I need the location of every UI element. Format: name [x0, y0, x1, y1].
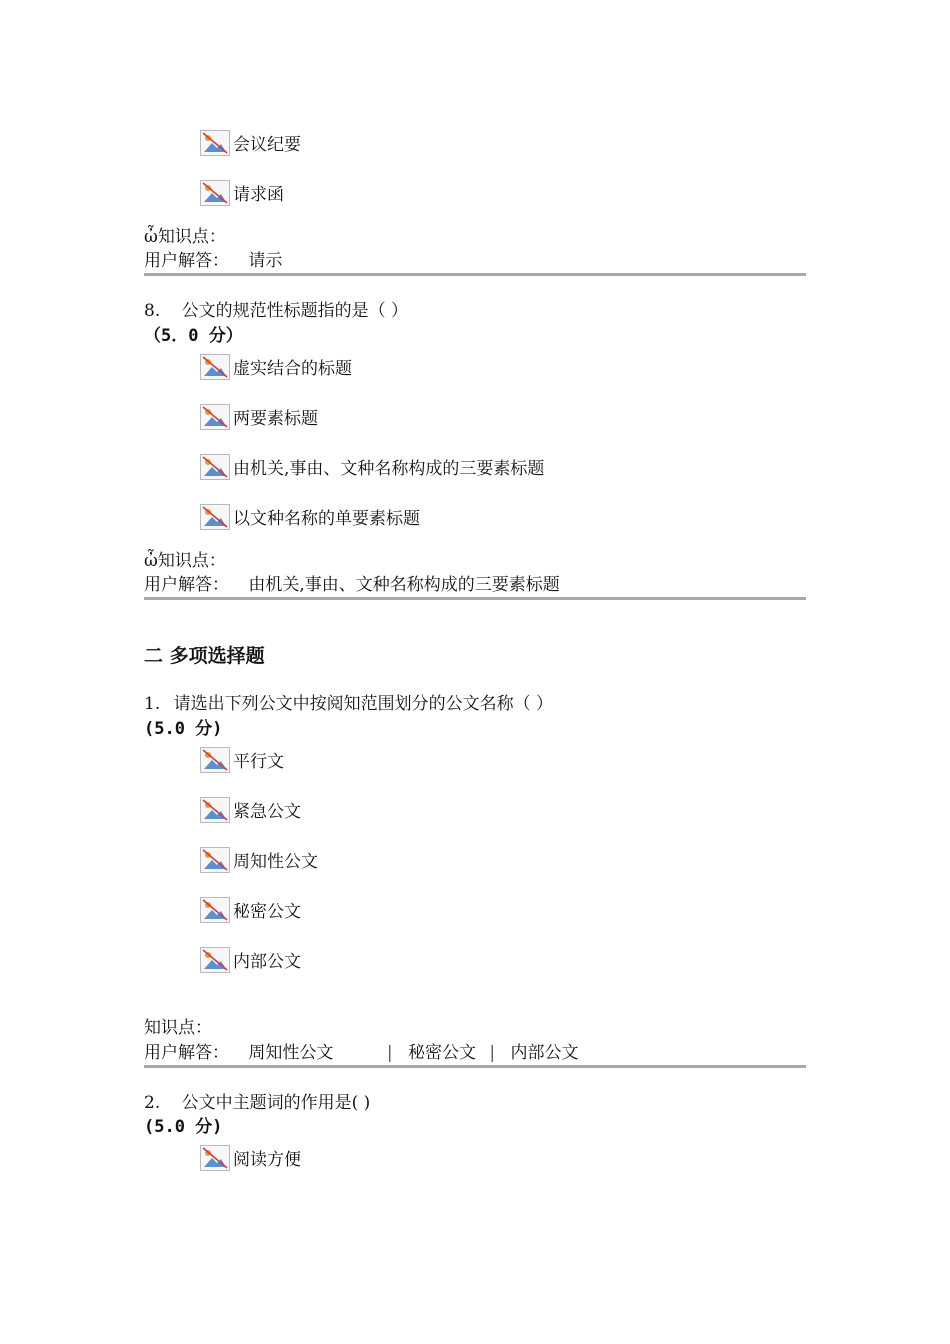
option-label: 由机关,事由、文种名称构成的三要素标题 — [233, 459, 545, 479]
broken-image-icon — [200, 354, 230, 380]
option-label: 紧急公文 — [233, 802, 301, 822]
divider — [144, 273, 806, 276]
option-item[interactable] — [200, 174, 284, 206]
question-title — [144, 693, 553, 715]
user-answer-label: 用户解答： — [144, 1043, 229, 1063]
broken-image-icon — [200, 947, 230, 973]
user-answer-row — [144, 574, 560, 596]
option-item[interactable] — [200, 398, 318, 430]
user-answer-row — [144, 1042, 579, 1064]
option-item[interactable] — [200, 741, 284, 773]
option-item[interactable] — [200, 448, 544, 480]
broken-image-icon — [200, 797, 230, 823]
user-answer-value: 秘密公文 — [407, 1043, 476, 1063]
question-text: 公文的规范性标题指的是（ ） — [181, 301, 409, 321]
user-answer-value: 周知性公文 — [248, 1043, 334, 1063]
broken-image-icon — [200, 504, 230, 530]
broken-image-icon — [200, 180, 230, 206]
knowledge-point-label: ὦ知识点： — [144, 227, 226, 247]
option-item[interactable] — [200, 124, 301, 156]
option-label: 虚实结合的标题 — [233, 359, 352, 379]
option-item[interactable] — [200, 841, 318, 873]
broken-image-icon — [200, 130, 230, 156]
divider — [144, 1065, 806, 1068]
option-label: 两要素标题 — [233, 409, 318, 429]
option-item[interactable] — [200, 791, 301, 823]
option-label: 周知性公文 — [233, 852, 318, 872]
knowledge-point-label: 知识点： — [144, 1018, 212, 1038]
broken-image-icon — [200, 847, 230, 873]
option-item[interactable] — [200, 891, 301, 923]
question-number: 1. — [144, 694, 161, 714]
broken-image-icon — [200, 454, 230, 480]
broken-image-icon — [200, 747, 230, 773]
option-label: 阅读方便 — [233, 1150, 301, 1170]
option-label: 会议纪要 — [233, 135, 301, 155]
option-label: 以文种名称的单要素标题 — [233, 509, 420, 529]
question-title — [144, 300, 408, 322]
user-answer-label: 用户解答： — [144, 575, 229, 595]
question-number: 8. — [144, 301, 161, 321]
option-label: 请求函 — [233, 185, 284, 205]
option-label: 平行文 — [233, 752, 284, 772]
option-item[interactable] — [200, 348, 352, 380]
broken-image-icon — [200, 1145, 230, 1171]
question-score: (5.0 分) — [144, 719, 223, 739]
question-text: 公文中主题词的作用是( ) — [181, 1093, 371, 1113]
question-score: (5.0 分) — [144, 1117, 223, 1137]
broken-image-icon — [200, 404, 230, 430]
option-item[interactable] — [200, 941, 301, 973]
divider — [144, 597, 806, 600]
user-answer-value: 内部公文 — [510, 1043, 579, 1063]
knowledge-point-label: ὦ知识点： — [144, 551, 226, 571]
answer-separator: | — [386, 1043, 393, 1063]
option-label: 内部公文 — [233, 952, 301, 972]
question-text: 请选出下列公文中按阅知范围划分的公文名称（ ） — [173, 694, 554, 714]
user-answer-value: 由机关,事由、文种名称构成的三要素标题 — [248, 575, 560, 595]
user-answer-label: 用户解答： — [144, 251, 229, 271]
answer-separator: | — [489, 1043, 496, 1063]
option-item[interactable] — [200, 498, 420, 530]
user-answer-row — [144, 250, 282, 272]
option-item[interactable] — [200, 1139, 301, 1171]
section-title: 二 多项选择题 — [144, 645, 265, 667]
question-title — [144, 1092, 370, 1114]
user-answer-value: 请示 — [248, 251, 283, 271]
option-label: 秘密公文 — [233, 902, 301, 922]
broken-image-icon — [200, 897, 230, 923]
question-score: （5．0 分） — [144, 326, 243, 346]
question-number: 2. — [144, 1093, 161, 1113]
